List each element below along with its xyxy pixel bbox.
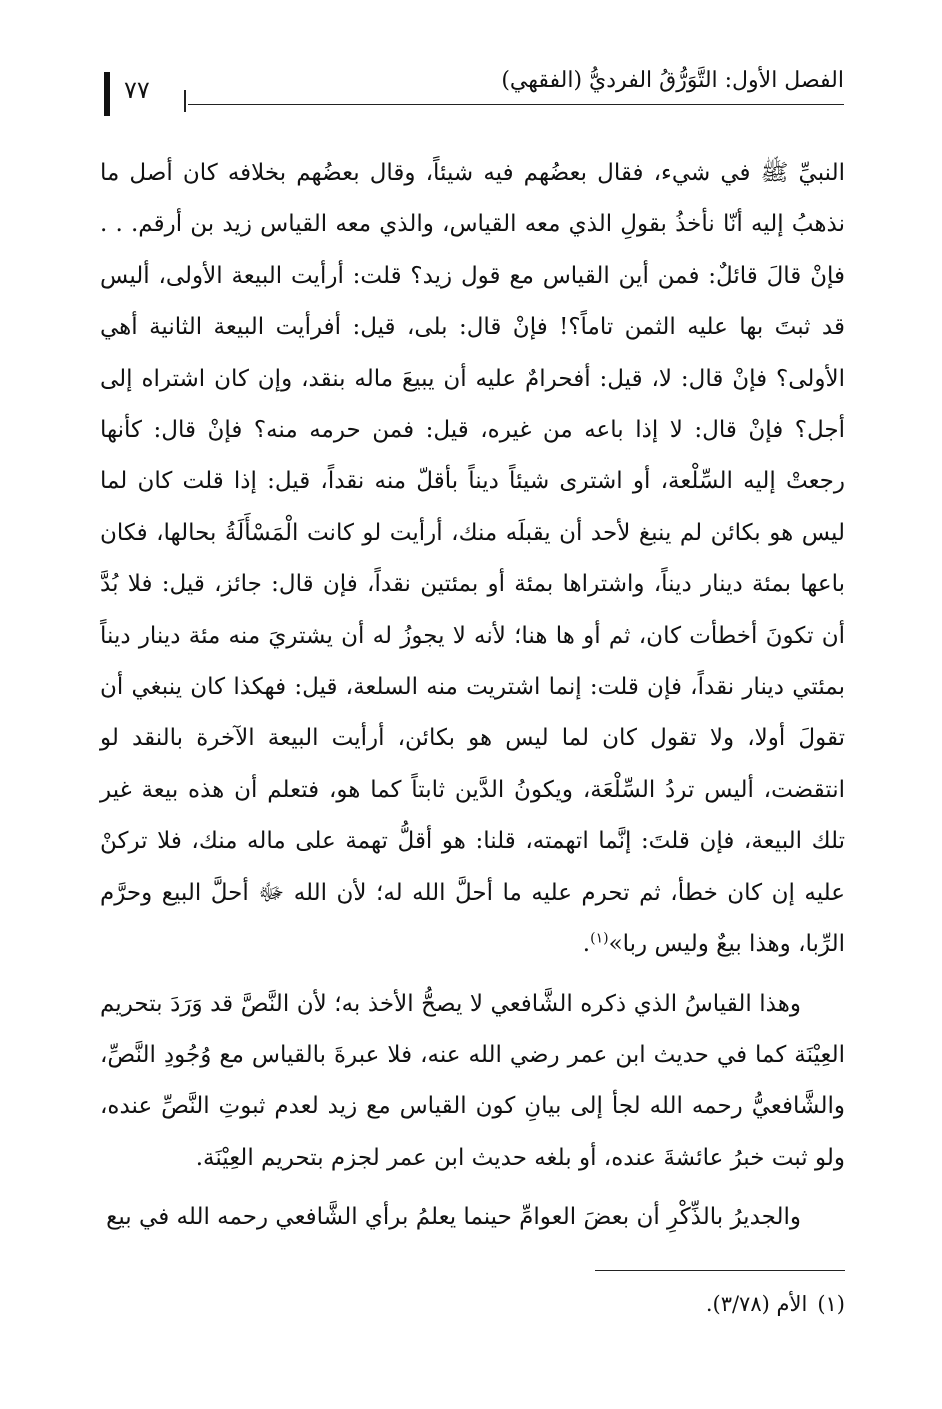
running-header xyxy=(104,60,844,120)
footnote-reference: (١) xyxy=(590,930,609,947)
page-number: ٧٧ xyxy=(124,76,150,104)
paragraph-text: النبيِّ ﷺ في شيء، فقال بعضُهم فيه شيئاً، وقال بعضُهم بخلافه كان أصل ما نذهبُ إليه أنّا نأخذُ بقولِ الذي معه القياس، والذي معه القياس زيد بن أرقم. . . فإنْ قالَ قائلٌ: فمن أين القياس مع قول زيد؟ قلت: أرأيت البيعة الأولى، أليس قد ثبتَ بها عليه الثمن تاماً؟! فإنْ قال: بلى، قيل: أفرأيت البيعة الثانية أهي الأولى؟ فإنْ قال: لا، قيل: أفحرامٌ عليه أن يبيعَ ماله بنقد، وإن كان اشتراه إلى أجل؟ فإنْ قال: لا إذا باعه من غيره، قيل: فمن حرمه منه؟ فإنْ قال: كأنها رجعتْ إليه السِّلْعة، أو اشترى شيئاً ديناً بأقلّ منه نقداً، قيل: إذا قلت كان لما ليس هو بكائن لم ينبغ لأحد أن يقبلَه منك، أرأيت لو كانت الْمَسْأَلَةُ بحالها، فكان باعها بمئة دينار ديناً، واشتراها بمئة أو بمئتين نقداً، فإن قال: جائز، قيل: فلا بُدَّ أن تكونَ أخطأت كان، ثم أو ها هنا؛ لأنه لا يجوزُ له أن يشتريَ منه مئة دينار ديناً بمئتي دينار نقداً، فإن قلت: إنما اشتريت منه السلعة، قيل: فهكذا كان ينبغي أن تقولَ أولا، ولا تقول كان لما ليس هو بكائن، أرأيت البيعة الآخرة بالنقد لو انتقضت، أليس تردُ السِّلْعَة، ويكونُ الدَّين ثابتاً كما هو، فتعلم أن هذه بيعة غير تلك البيعة، فإن قلتَ: إنَّما اتهمته، قلنا: هو أقلُّ تهمة على ماله منك، فلا تركنْ عليه إن كان خطأ، ثم تحرم عليه ما أحلَّ الله له؛ لأن الله ﷻ أحلَّ البيع وحرَّم الرِّبا، وهذا بيعٌ وليس ربا» xyxy=(100,160,845,958)
page-edge-bar xyxy=(104,72,110,116)
footnote-number: (١) xyxy=(817,1292,845,1316)
footnote xyxy=(706,1292,845,1316)
main-text xyxy=(100,148,845,1244)
chapter-title: الفصل الأول: التَّوَرُّقُ الفرديُّ (الفقهي) xyxy=(501,68,844,93)
paragraph-quotation xyxy=(100,148,845,971)
paragraph-commentary: وهذا القياسُ الذي ذكره الشَّافعي لا يصحُّ الأخذ به؛ لأن النَّصَّ قد وَرَدَ بتحريم العِيْنَة كما في حديث ابن عمر رضي الله عنه، فلا عبرةَ بالقياس مع وُجُودِ النَّصِّ، والشَّافعيُّ رحمه الله لجأ إلى بيانِ كون القياس مع زيد لعدم ثبوتِ النَّصِّ عنده، ولو ثبت خبرُ عائشةَ عنده، أو بلغه حديث ابن عمر لجزم بتحريم العِيْنَة. xyxy=(100,990,845,1171)
header-tick xyxy=(184,90,186,112)
header-rule xyxy=(188,104,844,105)
footnote-text: الأم (٣/٧٨). xyxy=(705,1292,808,1316)
paragraph-continuation: والجديرُ بالذِّكْرِ أن بعضَ العوامِّ حينما يعلمُ برأي الشَّافعي رحمه الله في بيع xyxy=(106,1204,801,1231)
footnote-separator xyxy=(595,1270,845,1271)
paragraph-end: . xyxy=(582,931,591,958)
